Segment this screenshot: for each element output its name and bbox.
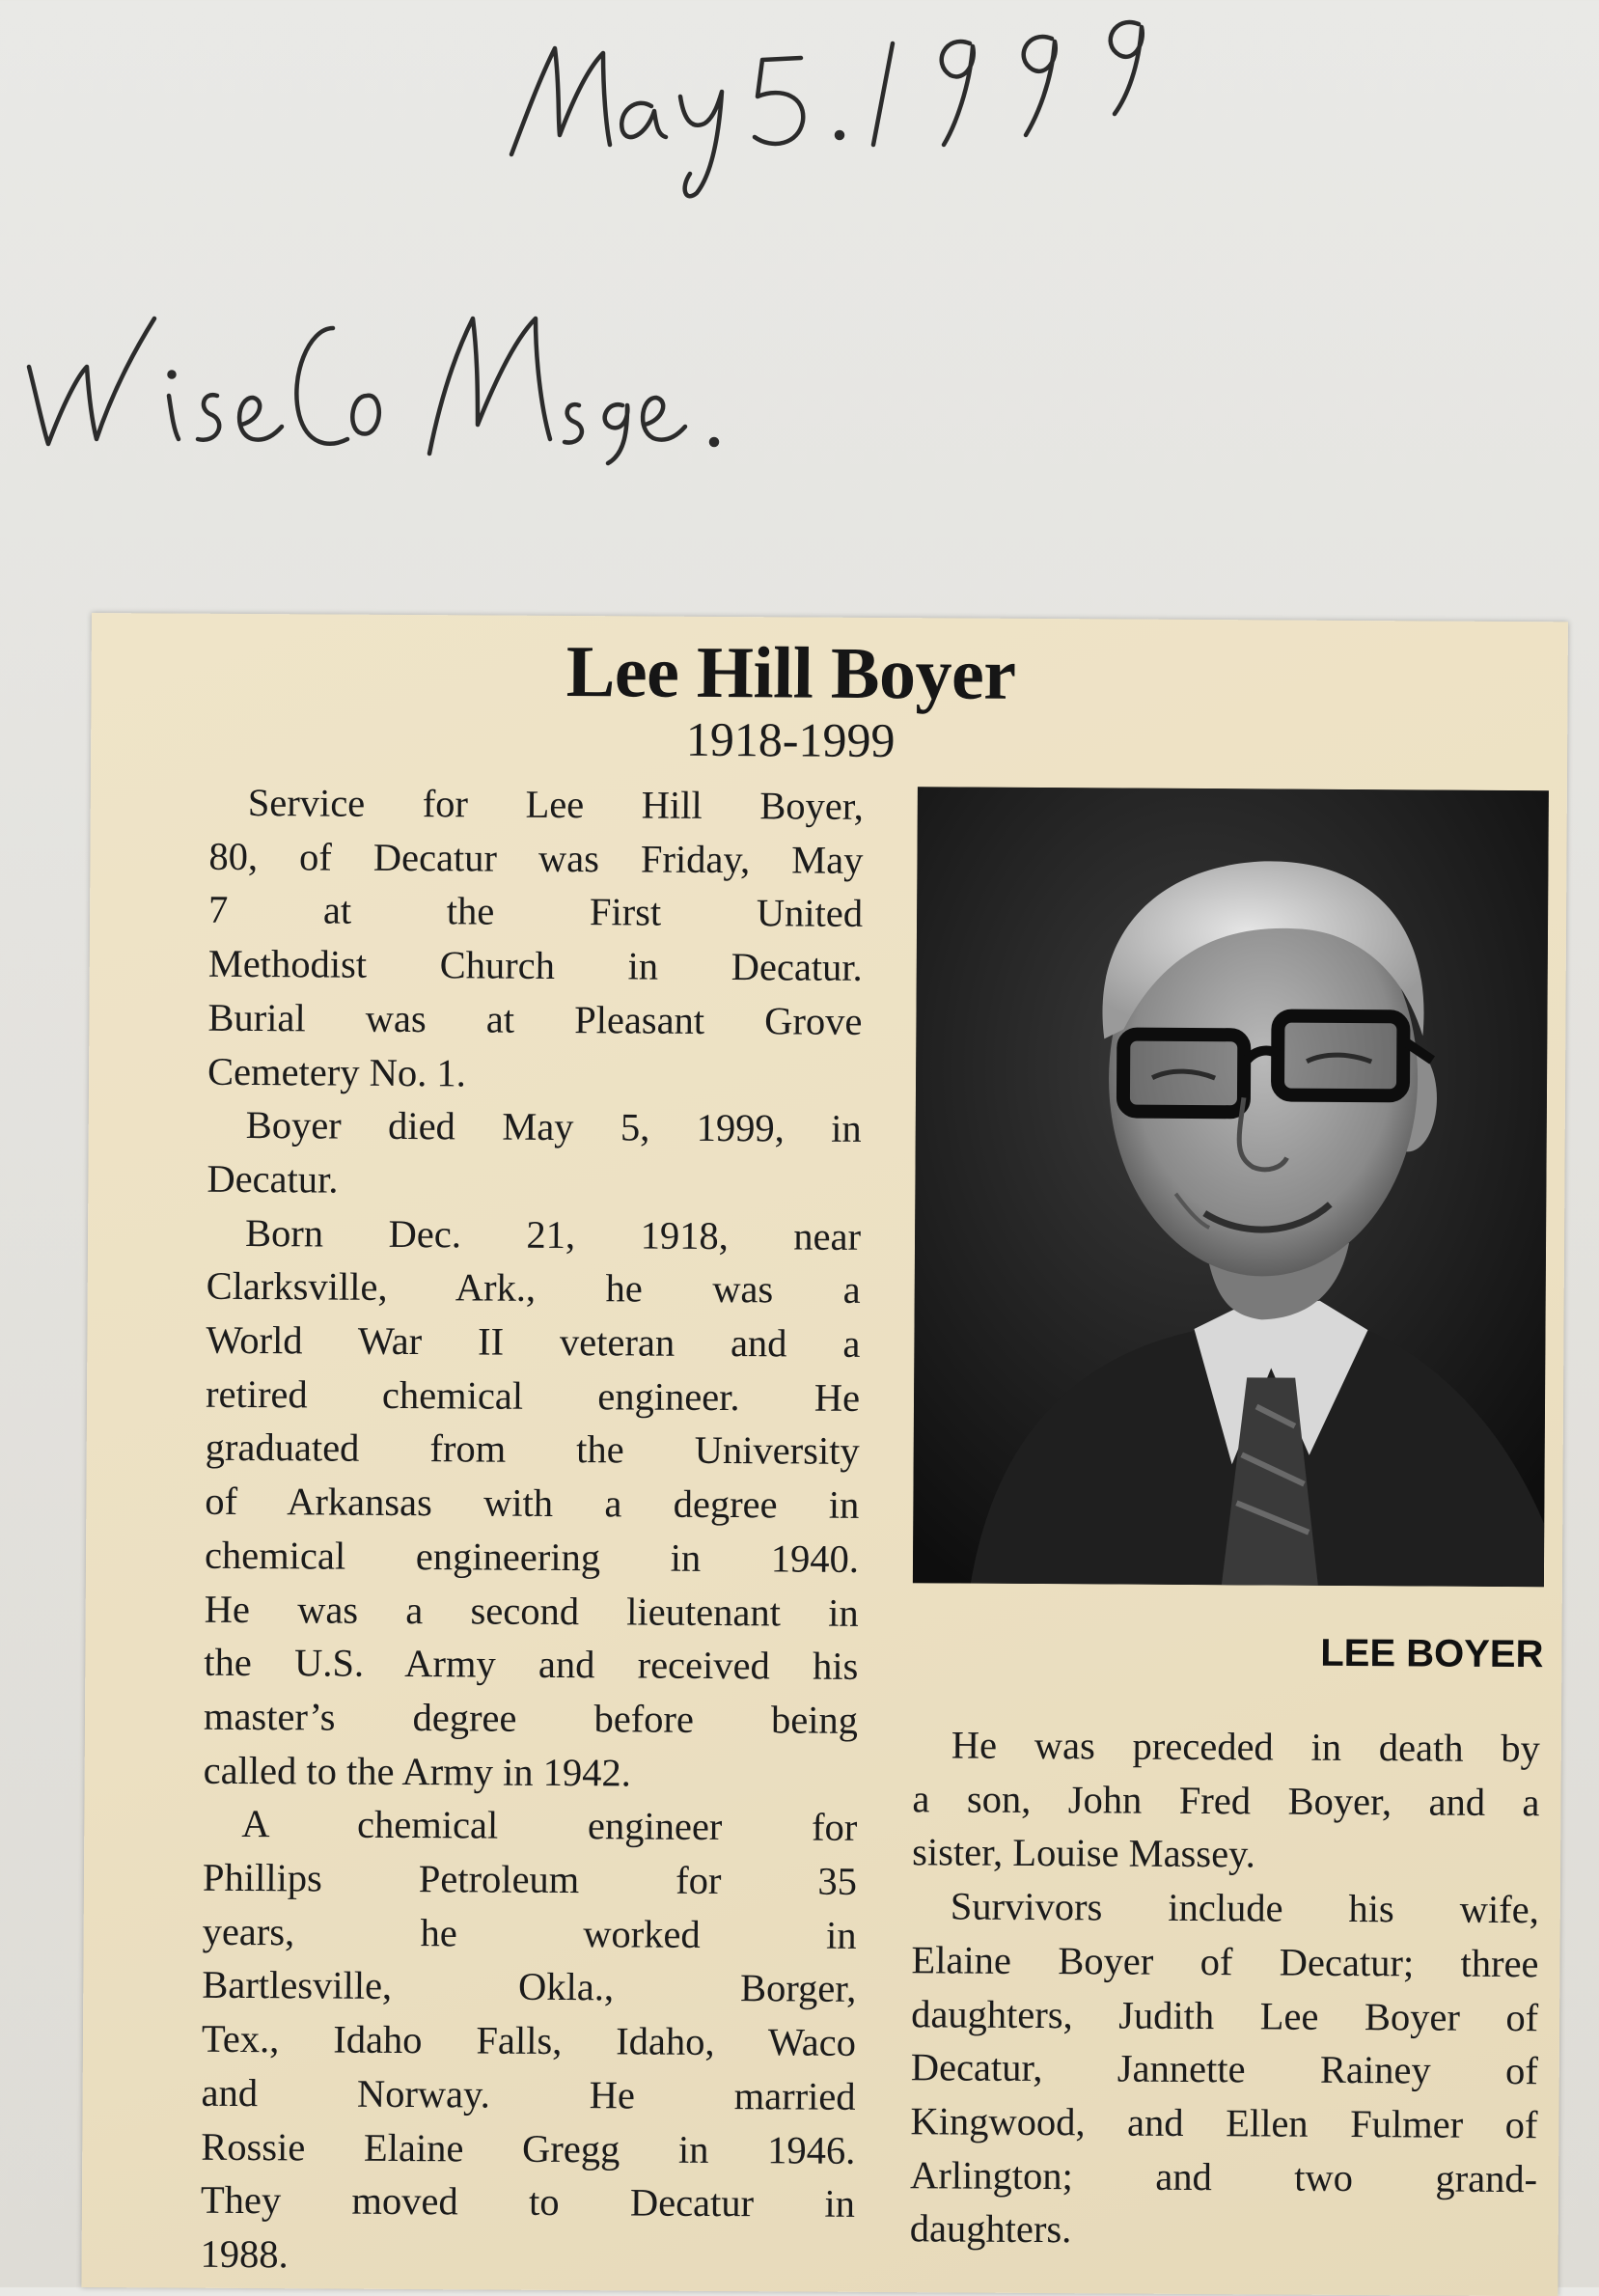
text-line: daughters.: [909, 2206, 1072, 2252]
newspaper-clipping: [81, 613, 1568, 2296]
text-line: He was a second lieutenant in: [204, 1587, 859, 1635]
text-line: Tex., Idaho Falls, Idaho, Waco: [201, 2016, 857, 2065]
text-line: Service for Lee Hill Boyer,: [247, 780, 864, 828]
text-line: Clarksville, Ark., he was a: [206, 1264, 861, 1313]
text-line: 7 at the First United: [207, 888, 864, 936]
text-line: Decatur.: [207, 1156, 339, 1202]
handwritten-note: [0, 261, 1013, 492]
text-line: retired chemical engineer. He: [205, 1371, 861, 1420]
text-line: 80, of Decatur was Friday, May: [208, 834, 864, 882]
text-line: Born Dec. 21, 1918, near: [244, 1210, 862, 1259]
text-line: World War II veteran and a: [206, 1317, 861, 1366]
text-line: of Arkansas with a degree in: [205, 1479, 860, 1528]
text-line: They moved to Decatur in: [200, 2178, 856, 2227]
text-line: 1988.: [200, 2231, 289, 2277]
text-line: A chemical engineer for: [241, 1802, 858, 1850]
text-line: master’s degree before being: [203, 1694, 859, 1742]
text-line: Rossie Elaine Gregg in 1946.: [201, 2124, 856, 2172]
text-line: Kingwood, and Ellen Fulmer of: [910, 2099, 1538, 2147]
portrait-photo: [913, 787, 1549, 1587]
text-line: Arlington; and two grand-: [909, 2152, 1538, 2200]
text-line: Boyer died May 5, 1999, in: [245, 1103, 862, 1151]
obituary-name: Lee Hill Boyer: [565, 631, 1016, 715]
handwritten-date: [482, 0, 1254, 212]
text-line: Phillips Petroleum for 35: [202, 1855, 858, 1903]
text-line: sister, Louise Massey.: [912, 1830, 1256, 1876]
portrait-image: [913, 787, 1549, 1587]
text-line: years, he worked in: [202, 1909, 857, 1957]
text-line: Cemetery No. 1.: [207, 1049, 466, 1094]
text-line: graduated from the University: [205, 1425, 860, 1474]
obituary-right-column: [910, 1718, 1540, 2259]
text-line: daughters, Judith Lee Boyer of: [911, 1991, 1539, 2039]
text-line: and Norway. He married: [201, 2070, 856, 2118]
text-line: Bartlesville, Okla., Borger,: [202, 1963, 857, 2011]
text-line: Elaine Boyer of Decatur; three: [911, 1938, 1539, 1985]
text-line: He was preceded in death by: [951, 1723, 1540, 1771]
text-line: the U.S. Army and received his: [204, 1640, 859, 1689]
obituary-left-column: [200, 776, 864, 2285]
photo-caption: LEE BOYER: [1320, 1631, 1544, 1676]
text-line: a son, John Fred Boyer, and a: [912, 1776, 1540, 1824]
text-line: Burial was at Pleasant Grove: [207, 995, 863, 1043]
text-line: Methodist Church in Decatur.: [207, 941, 863, 989]
text-line: Decatur, Jannette Rainey of: [910, 2045, 1538, 2093]
text-line: chemical engineering in 1940.: [204, 1533, 860, 1581]
text-line: Survivors include his wife,: [950, 1884, 1539, 1932]
text-line: called to the Army in 1942.: [203, 1748, 631, 1795]
obituary-years: 1918-1999: [685, 711, 896, 768]
